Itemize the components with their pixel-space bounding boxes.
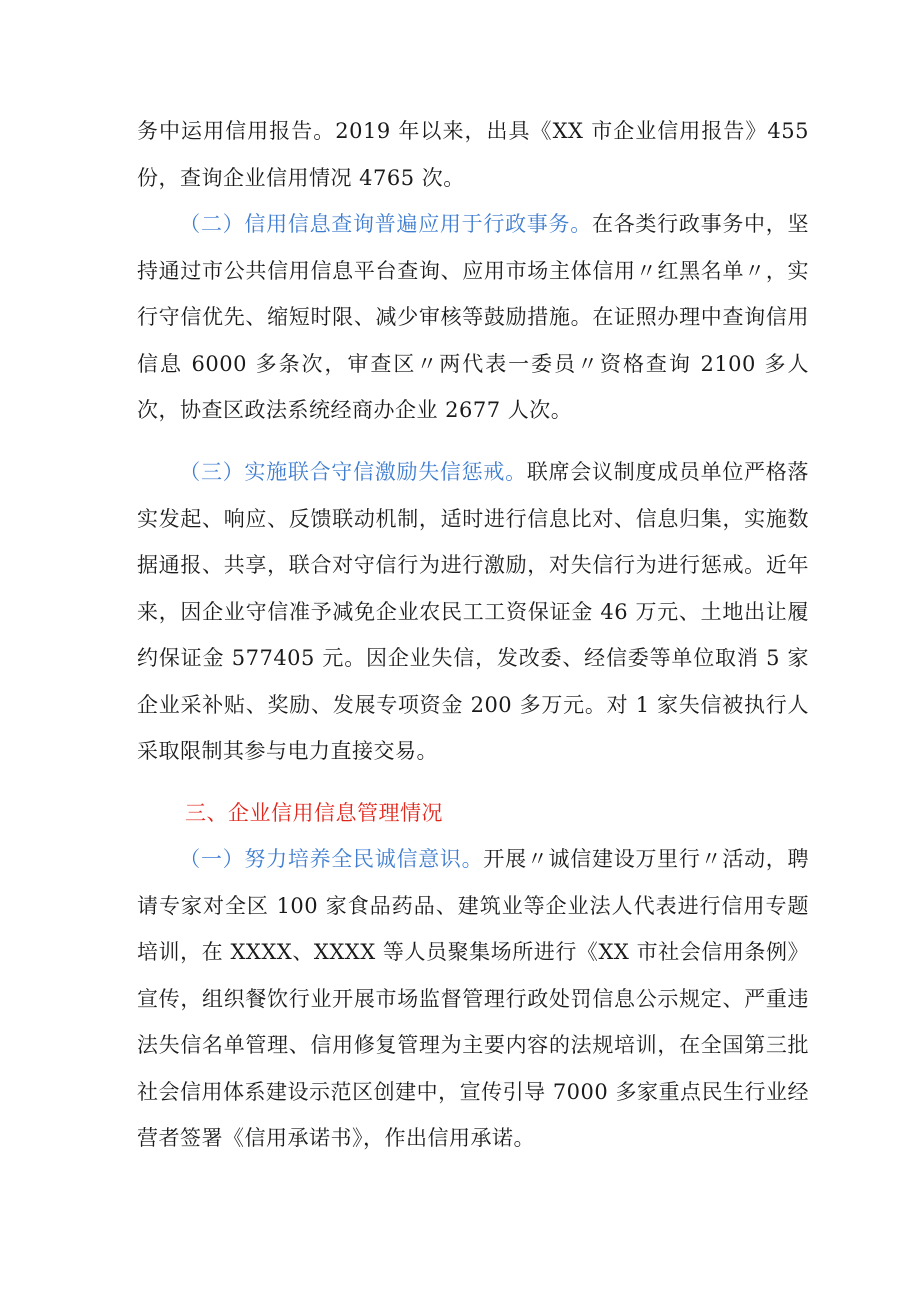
paragraph-lead-heading: （二）信用信息查询普遍应用于行政事务。 [179, 212, 592, 236]
paragraph-text: 开展〃诚信建设万里行〃活动，聘请专家对全区 100 家食品药品、建筑业等企业法人代表进行信用专题培训，在 XXXX、XXXX 等人员聚集场所进行《XX 市社会信用条例》宣传，组织餐饮行业开展市场监督管理行政处罚信息公示规定、严重违法失信名单管理、信用修复管理为主要内容的法规培训，在全国第三批社会信用体系建设示范区创建中，宣传引导 7000 多家重点民生行业经营者签署《信用承诺书》，作出信用承诺。 [137, 847, 810, 1150]
paragraph-integrity-awareness [137, 836, 809, 1162]
paragraph-text: 联席会议制度成员单位严格落实发起、响应、反馈联动机制，适时进行信息比对、信息归集，实施数据通报、共享，联合对守信行为进行激励，对失信行为进行惩戒。近年来，因企业守信准予减免企业农民工工资保证金 46 万元、土地出让履约保证金 577405 元。因企业失信，发改委、经信委等单位取消 5 家企业采补贴、奖励、发展专项资金 200 多万元。对 1 家失信被执行人采取限制其参与电力直接交易。 [137, 460, 810, 763]
paragraph-credit-report-usage [137, 108, 809, 201]
paragraph-lead-heading: （三）实施联合守信激励失信惩戒。 [179, 460, 527, 484]
paragraph-credit-query-admin [137, 201, 809, 434]
section-heading: 三、企业信用信息管理情况 [185, 801, 443, 825]
paragraph-joint-incentive [137, 449, 809, 775]
paragraph-lead-heading: （一）努力培养全民诚信意识。 [179, 847, 484, 871]
paragraph-text: 务中运用信用报告。2019 年以来，出具《XX 市企业信用报告》455 份，查询企业信用情况 4765 次。 [137, 119, 809, 190]
paragraph-text: 在各类行政事务中，坚持通过市公共信用信息平台查询、应用市场主体信用〃红黑名单〃，实行守信优先、缩短时限、减少审核等鼓励措施。在证照办理中查询信用信息 6000 多条次，审查区〃两代表一委员〃资格查询 2100 多人次，协查区政法系统经商办企业 2677 人次。 [137, 212, 810, 422]
